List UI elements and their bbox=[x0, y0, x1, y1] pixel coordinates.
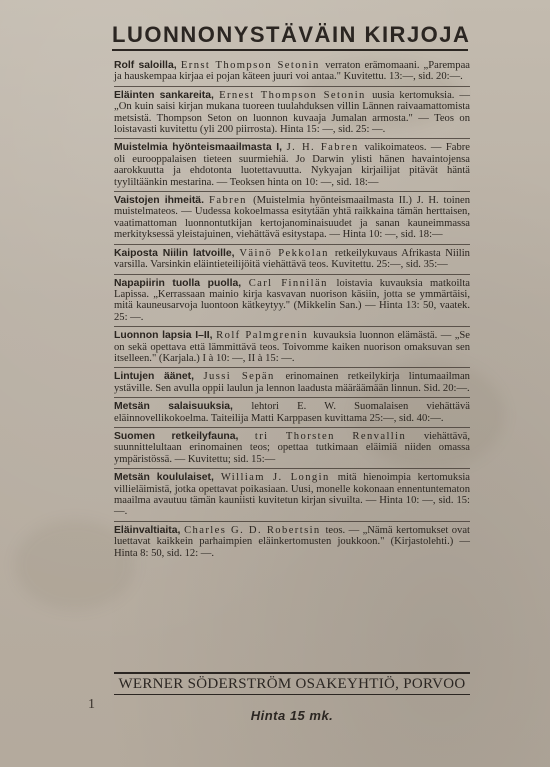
book-title: Eläinvaltiaita, bbox=[114, 524, 185, 536]
book-title: Kaiposta Niilin latvoille, bbox=[114, 247, 240, 259]
entry-divider bbox=[114, 138, 470, 139]
book-title: Luonnon lapsia I–II, bbox=[114, 330, 217, 342]
book-description: mitä hienoimpia kertomuksia villieläimistä, jotka opettavat poikasiaan. Uusi, monelle kokonaan ennentuntematon maailma avautuu tämän kauniisti kuvitetun kirjan sivuilta. — Hinta 10: —, sid. 15: —. bbox=[114, 472, 471, 518]
book-entry bbox=[114, 472, 470, 518]
book-author: Ernest Thompson Setonin bbox=[219, 89, 373, 101]
book-author: Charles G. D. Robertsin bbox=[184, 524, 326, 536]
book-entry bbox=[114, 195, 470, 241]
entry-divider bbox=[114, 274, 470, 275]
entry-divider bbox=[114, 191, 470, 192]
page-title: LUONNONYSTÄVÄIN KIRJOJA bbox=[112, 22, 471, 47]
publisher-line: WERNER SÖDERSTRÖM OSAKEYHTIÖ, PORVOO bbox=[114, 672, 470, 695]
book-description: kuvauksia luonnon elämästä. — „Se on sekä opettava että lämmittävä teos. Toivomme kaiken nuorison omaksuvan sen itselleen." (Karjala.) I à 10: —, II à 15: —. bbox=[114, 330, 471, 364]
book-title: Suomen retkeilyfauna, bbox=[114, 430, 255, 442]
book-description: lehtori E. W. Suomalaisen viehättävä eläinnovellikokoelma. Taiteilija Matti Karppasen kuvittama 25:—, sid. 40:—. bbox=[114, 401, 470, 424]
book-description: retkeilykuvaus Afrikasta Niilin varsilla. Varsinkin eläintieteilijöitä viehättävä teos. Kuvitettu. 25:—, sid. 35:— bbox=[114, 247, 470, 271]
book-author: Jussi Sepän bbox=[203, 371, 286, 383]
book-entry bbox=[114, 278, 470, 324]
book-description: verraton erämomaani. „Parempaa ja hauskempaa kirjaa ei pojan käteen juuri voi antaa." Kuvitettu. 13:—, sid. 20:—. bbox=[114, 60, 470, 83]
book-description: loistavia kuvauksia matkoilta Lapissa. „Kerrassaan mainio kirja kasvavan nuorison käsiin, jotta se ymmärtäisi, mitä kauneusarvoja luontoon kätkeytyy." (Mikkelin San.) — Hinta 13: 50, vaatek. 25: —. bbox=[114, 277, 471, 323]
book-author: William J. Longin bbox=[220, 472, 338, 484]
title-rule bbox=[112, 49, 468, 51]
entry-divider bbox=[114, 427, 470, 428]
book-description: erinomainen retkeilykirja lintumaailman ystäville. Sen avulla oppii laulun ja lennon laadusta määräämään linnun. Sid. 20:—. bbox=[114, 371, 470, 394]
book-title: Napapiirin tuolla puolla, bbox=[114, 277, 249, 289]
book-entry bbox=[114, 142, 470, 188]
book-author: Ernst Thompson Setonin bbox=[180, 60, 326, 71]
book-title: Vaistojen ihmeitä. bbox=[114, 195, 210, 207]
book-title: Muistelmia hyönteismaailmasta I, bbox=[114, 142, 287, 154]
book-description: viehättävä, suunnittelultaan erinomainen teos; opettaa tutkimaan eläimiä niiden omassa ympäristössä. — Kuvitettu; sid. 15:— bbox=[114, 430, 470, 465]
book-entry bbox=[114, 431, 470, 465]
entry-divider bbox=[114, 521, 470, 522]
book-author: tri Thorsten Renvallin bbox=[254, 430, 424, 442]
entry-divider bbox=[114, 367, 470, 368]
margin-mark: 1 bbox=[88, 697, 95, 712]
entry-divider bbox=[114, 468, 470, 469]
book-entry bbox=[114, 401, 470, 424]
entry-divider bbox=[114, 326, 470, 327]
entry-divider bbox=[114, 86, 470, 87]
book-list bbox=[114, 60, 470, 562]
entry-divider bbox=[114, 397, 470, 398]
entry-divider bbox=[114, 244, 470, 245]
book-title: Eläinten sankareita, bbox=[114, 89, 220, 101]
book-description: uusia kertomuksia. — „On kuin saisi kirjan mukana tuoreen tuulahduksen villin Lännen raivaamattomista metsistä. Thompson Seton on luonnon kuvaaja Jumalan armosta." — Teos on loistavasti kuvitettu (yli 200 piirrosta). Hinta 15: —, sid. 25: —. bbox=[114, 89, 470, 136]
book-title: Metsän salaisuuksia, bbox=[114, 401, 252, 413]
book-author: Carl Finnilän bbox=[248, 277, 337, 289]
book-author: J. H. Fabren bbox=[286, 142, 365, 154]
book-title: Metsän koululaiset, bbox=[114, 472, 221, 484]
book-author: Fabren bbox=[209, 195, 254, 207]
book-description: (Muistelmia hyönteismaailmasta II.) J. H. toinen muistelmateos. — Uudessa kokoelmassa esitytään yhtä raikkaina tämän herttaisen, vaatimattoman luonnontutkijan kertojanominaisuudet ja sanan kauneimmassa merkityksessä yleistajuinen, viehättävä esitystapa. — Hinta 10: —, sid. 18:— bbox=[114, 195, 470, 241]
book-description: valikoimateos. — Fabre oli eurooppalaisen tieteen suurmiehiä. Jo Darwin ylisti hänen havaintojensa aarokkuutta ja ehdotonta luotettavuutta. Nykyajan kirjailijat pitävät häntä tyyliltäänkin mestarina. — Teoksen hinta on 10: —, sid. 18:— bbox=[114, 142, 470, 188]
book-entry bbox=[114, 330, 470, 364]
book-author: Väinö Pekkolan bbox=[239, 247, 335, 259]
book-description: teos. — „Nämä kertomukset ovat luettavat kaikkein parhaimpien eläinkertomusten joukkoon." (Kirjastolehti.) — Hinta 8: 50, sid. 12: —. bbox=[114, 524, 470, 559]
book-title: Lintujen äänet, bbox=[114, 371, 204, 383]
book-entry bbox=[114, 90, 470, 136]
book-author: Rolf Palmgrenin bbox=[216, 330, 314, 342]
price-label: Hinta 15 mk. bbox=[250, 708, 334, 723]
book-entry bbox=[114, 525, 470, 559]
book-entry bbox=[114, 248, 470, 271]
book-entry bbox=[114, 371, 470, 394]
book-entry bbox=[114, 60, 470, 83]
book-title: Rolf saloilla, bbox=[114, 60, 181, 71]
